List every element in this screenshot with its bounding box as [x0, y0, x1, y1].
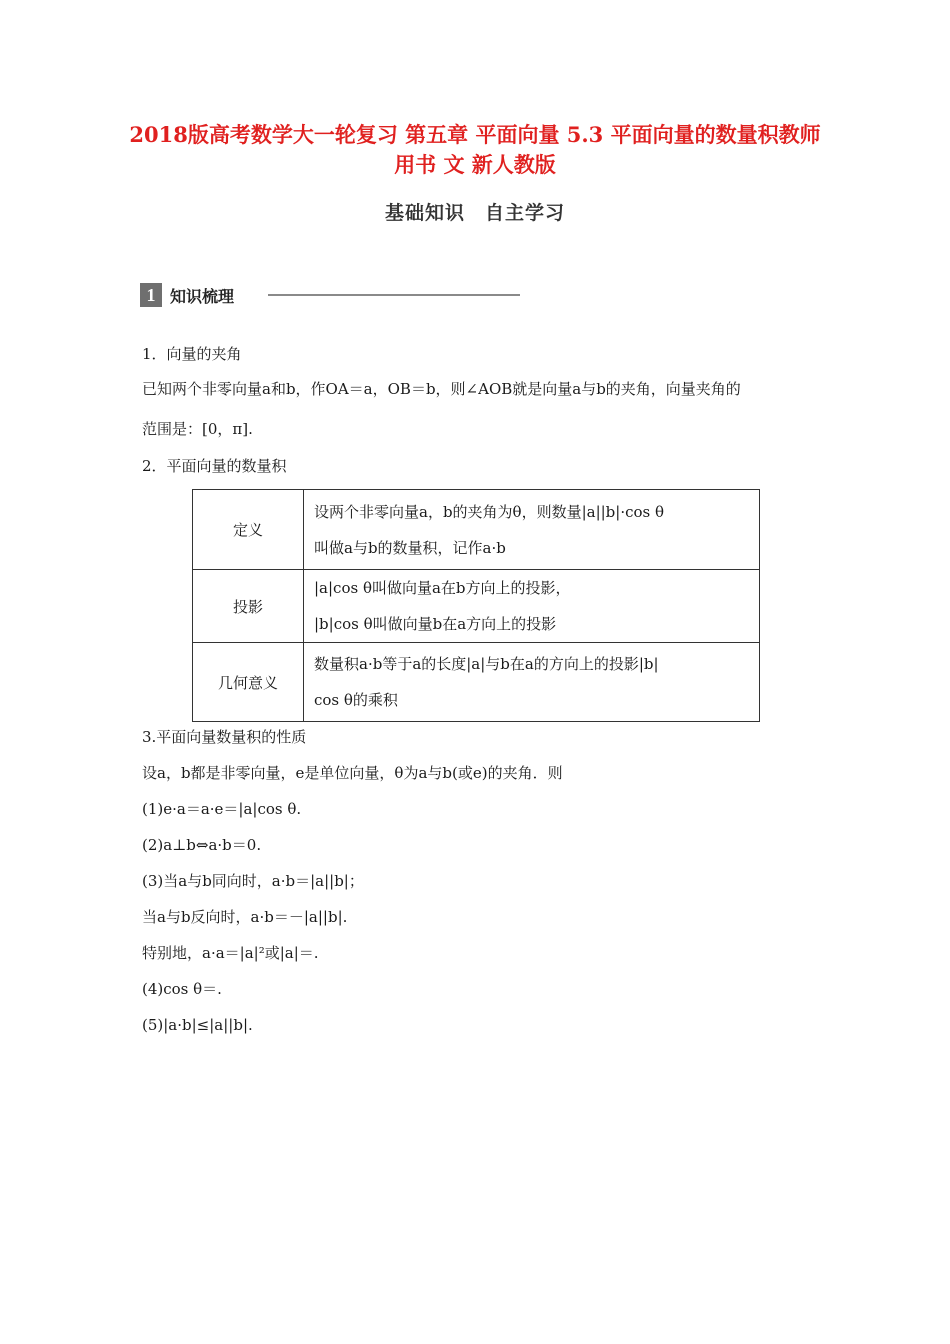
- table-row: [193, 570, 760, 643]
- row-line: cos θ的乘积: [314, 691, 398, 709]
- property-item: (5)|a·b|≤|a||b|.: [142, 1016, 253, 1034]
- row-key-projection: 投影: [193, 570, 304, 643]
- section-divider: [268, 294, 520, 296]
- section-subtitle: 基础知识 自主学习: [384, 202, 565, 224]
- document-title: 2018版高考数学大一轮复习 第五章 平面向量 5.3 平面向量的数量积教师用书 文 新人教版: [129, 122, 821, 177]
- table-row: [193, 643, 760, 722]
- row-line: 叫做a与b的数量积，记作a·b: [314, 538, 506, 557]
- property-item: (3)当a与b同向时，a·b＝|a||b|；: [142, 872, 364, 890]
- section-number-badge: 1: [140, 283, 162, 307]
- heading-properties: 3.平面向量数量积的性质: [142, 728, 307, 746]
- section-label: 知识梳理: [170, 286, 235, 306]
- row-value: [304, 570, 760, 643]
- property-item: (1)e·a＝a·e＝|a|cos θ.: [142, 800, 302, 818]
- angle-definition-line2: 范围是：[0，π].: [142, 420, 253, 438]
- property-item: (2)a⊥b⇔a·b＝0.: [142, 836, 262, 854]
- angle-definition-line1: 已知两个非零向量a和b，作OA＝a，OB＝b，则∠AOB就是向量a与b的夹角，向量夹角的: [142, 380, 741, 398]
- section-header: [140, 283, 234, 307]
- properties-intro: 设a，b都是非零向量，e是单位向量，θ为a与b(或e)的夹角．则: [142, 764, 563, 782]
- heading-angle: 1．向量的夹角: [142, 345, 242, 363]
- row-key-geometry: 几何意义: [193, 643, 304, 722]
- row-value: [304, 643, 760, 722]
- row-line: 数量积a·b等于a的长度|a|与b在a的方向上的投影|b|: [314, 655, 659, 673]
- row-line: 设两个非零向量a，b的夹角为θ，则数量|a||b|·cos θ: [314, 502, 665, 521]
- property-item: 当a与b反向时，a·b＝－|a||b|.: [142, 908, 348, 926]
- heading-dot-product: 2．平面向量的数量积: [142, 457, 287, 475]
- row-line: |b|cos θ叫做向量b在a方向上的投影: [314, 615, 557, 633]
- property-item: 特别地，a·a＝|a|²或|a|＝.: [142, 944, 319, 962]
- table-row: [193, 490, 760, 570]
- dot-product-table: [192, 489, 760, 722]
- row-line: |a|cos θ叫做向量a在b方向上的投影，: [314, 579, 571, 597]
- row-key-definition: 定义: [193, 490, 304, 570]
- row-value: [304, 490, 760, 570]
- property-item: (4)cos θ＝.: [142, 980, 222, 998]
